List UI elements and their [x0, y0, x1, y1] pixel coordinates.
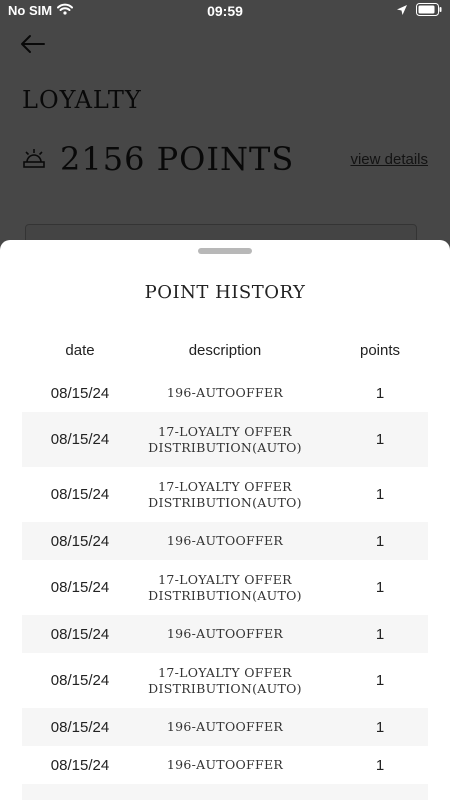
row-description: 196-AUTOOFFER	[166, 626, 284, 641]
column-header-description: description	[188, 342, 262, 359]
row-points: 1	[375, 718, 385, 736]
carrier-label: No SIM	[8, 3, 53, 18]
history-table	[22, 374, 428, 800]
row-description: 196-AUTOOFFER	[166, 533, 284, 548]
row-description: 196-AUTOOFFER	[166, 757, 284, 772]
row-points: 1	[375, 756, 385, 774]
location-arrow-icon	[396, 3, 408, 21]
row-date: 08/15/24	[50, 384, 110, 402]
row-points: 1	[375, 672, 385, 689]
point-history-sheet	[0, 240, 450, 800]
row-date: 08/15/24	[50, 672, 110, 689]
table-row-partial	[22, 784, 428, 800]
sheet-title: POINT HISTORY	[144, 282, 306, 303]
row-points: 1	[375, 486, 385, 503]
table-row	[22, 412, 428, 467]
table-row	[22, 708, 428, 746]
table-row	[22, 522, 428, 560]
row-points: 1	[375, 431, 385, 448]
row-description: 17-LOYALTY OFFER DISTRIBUTION(AUTO)	[148, 664, 302, 696]
row-description: 17-LOYALTY OFFER DISTRIBUTION(AUTO)	[148, 423, 302, 455]
table-row	[22, 746, 428, 784]
row-date: 08/15/24	[50, 486, 110, 503]
row-points: 1	[375, 579, 385, 596]
table-row	[22, 467, 428, 522]
row-date: 08/15/24	[50, 532, 110, 550]
row-date: 08/15/24	[50, 718, 110, 736]
battery-icon	[416, 3, 442, 21]
column-header-points: points	[359, 342, 401, 359]
row-description: 196-AUTOOFFER	[166, 719, 284, 734]
row-date: 08/15/24	[50, 756, 110, 774]
row-description: 196-AUTOOFFER	[166, 385, 284, 400]
row-description: 17-LOYALTY OFFER DISTRIBUTION(AUTO)	[148, 478, 302, 510]
row-points: 1	[375, 532, 385, 550]
status-time: 09:59	[207, 3, 243, 19]
row-description: 17-LOYALTY OFFER DISTRIBUTION(AUTO)	[148, 571, 302, 603]
table-header	[22, 338, 428, 362]
table-row	[22, 615, 428, 653]
status-right	[396, 3, 442, 21]
table-row	[22, 653, 428, 708]
row-date: 08/15/24	[50, 625, 110, 643]
table-row	[22, 374, 428, 412]
row-date: 08/15/24	[50, 579, 110, 596]
status-bar	[0, 0, 450, 24]
column-header-date: date	[65, 342, 95, 359]
sheet-grabber[interactable]	[198, 248, 252, 254]
row-points: 1	[375, 384, 385, 402]
row-points: 1	[375, 625, 385, 643]
table-row	[22, 560, 428, 615]
row-date: 08/15/24	[50, 431, 110, 448]
